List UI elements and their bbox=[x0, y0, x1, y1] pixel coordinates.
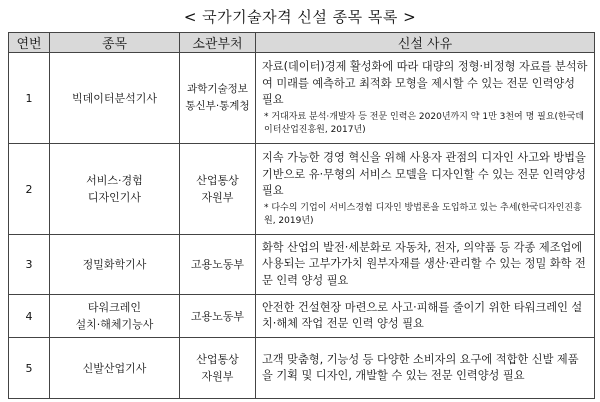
row-number: 5 bbox=[9, 338, 50, 399]
ministry bbox=[180, 295, 256, 338]
ministry bbox=[180, 144, 256, 235]
row-number: 1 bbox=[9, 53, 50, 144]
item-name-line: 디자인기사 bbox=[87, 191, 142, 204]
table-title: < 국가기술자격 신설 종목 목록 > bbox=[183, 8, 417, 26]
table-row bbox=[9, 53, 595, 144]
ministry bbox=[180, 53, 256, 144]
reason-text: 지속 가능한 경영 혁신을 위해 사용자 관점의 디자인 사고와 방법을 기반으로 유·무형의 서비스 모델을 디자인할 수 있는 전문 인력양성 필요 bbox=[262, 151, 586, 198]
ministry-line: 통신부·통계청 bbox=[185, 100, 250, 112]
reason-cell bbox=[256, 144, 595, 235]
item-name-line: 정밀화학기사 bbox=[82, 258, 147, 271]
item-name-line: 서비스·경험 bbox=[86, 174, 143, 187]
item-name-line: 설치·해체기능사 bbox=[75, 318, 154, 331]
certification-table bbox=[8, 32, 595, 399]
reason-text: 고객 맞춤형, 기능성 등 다양한 소비자의 요구에 적합한 신발 제품을 기획 및 디자인, 개발할 수 있는 전문 인력양성 필요 bbox=[262, 352, 579, 382]
ministry-line: 자원부 bbox=[201, 370, 234, 383]
reason-cell bbox=[256, 338, 595, 399]
table-row bbox=[9, 235, 595, 295]
header-reason: 신설 사유 bbox=[256, 33, 595, 53]
item-name-line: 타워크레인 bbox=[87, 301, 142, 314]
ministry-line: 산업통상 bbox=[196, 353, 239, 366]
table-row bbox=[9, 144, 595, 235]
ministry-line: 고용노동부 bbox=[190, 258, 245, 271]
ministry bbox=[180, 338, 256, 399]
item-name bbox=[50, 144, 180, 235]
reason-cell bbox=[256, 235, 595, 295]
table-row bbox=[9, 338, 595, 399]
header-ministry: 소관부처 bbox=[180, 33, 256, 53]
reason-note: * 거대자료 분석·개발자 등 전문 인력은 2020년까지 약 1만 3천여 명 필요(한국데이터산업진흥원, 2017년) bbox=[264, 111, 585, 135]
reason-text: 자료(데이터)경제 활성화에 따라 대량의 정형·비정형 자료를 분석하여 미래를 예측하고 최적화 모형을 제시할 수 있는 전문 인력양성 필요 bbox=[262, 60, 588, 107]
item-name bbox=[50, 295, 180, 338]
reason-note: * 다수의 기업이 서비스경험 디자인 방법론을 도입하고 있는 추세(한국디자인진흥원, 2019년) bbox=[264, 202, 582, 226]
ministry bbox=[180, 235, 256, 295]
row-number: 3 bbox=[9, 235, 50, 295]
item-name bbox=[50, 53, 180, 144]
table-row bbox=[9, 295, 595, 338]
reason-text: 화학 산업의 발전·세분화로 자동차, 전자, 의약품 등 각종 제조업에 사용되는 고부가가치 원부자재를 생산·관리할 수 있는 정밀 화학 전문 인력 양성 필요 bbox=[262, 240, 586, 287]
ministry-line: 고용노동부 bbox=[190, 309, 245, 323]
item-name-line: 신발산업기사 bbox=[82, 361, 147, 375]
ministry-line: 과학기술정보 bbox=[187, 83, 248, 95]
row-number: 2 bbox=[9, 144, 50, 235]
row-number: 4 bbox=[9, 295, 50, 338]
ministry-line: 산업통상 bbox=[196, 174, 239, 187]
header-no: 연번 bbox=[9, 33, 50, 53]
header-item: 종목 bbox=[50, 33, 180, 53]
reason-cell bbox=[256, 295, 595, 338]
reason-text: 안전한 건설현장 마련으로 사고·피해를 줄이기 위한 타워크레인 설치·해체 작업 전문 인력 양성 필요 bbox=[262, 300, 583, 330]
reason-cell bbox=[256, 53, 595, 144]
item-name-line: 빅데이터분석기사 bbox=[71, 91, 157, 105]
table-header-row bbox=[9, 33, 595, 53]
item-name bbox=[50, 235, 180, 295]
item-name bbox=[50, 338, 180, 399]
ministry-line: 자원부 bbox=[201, 191, 234, 204]
